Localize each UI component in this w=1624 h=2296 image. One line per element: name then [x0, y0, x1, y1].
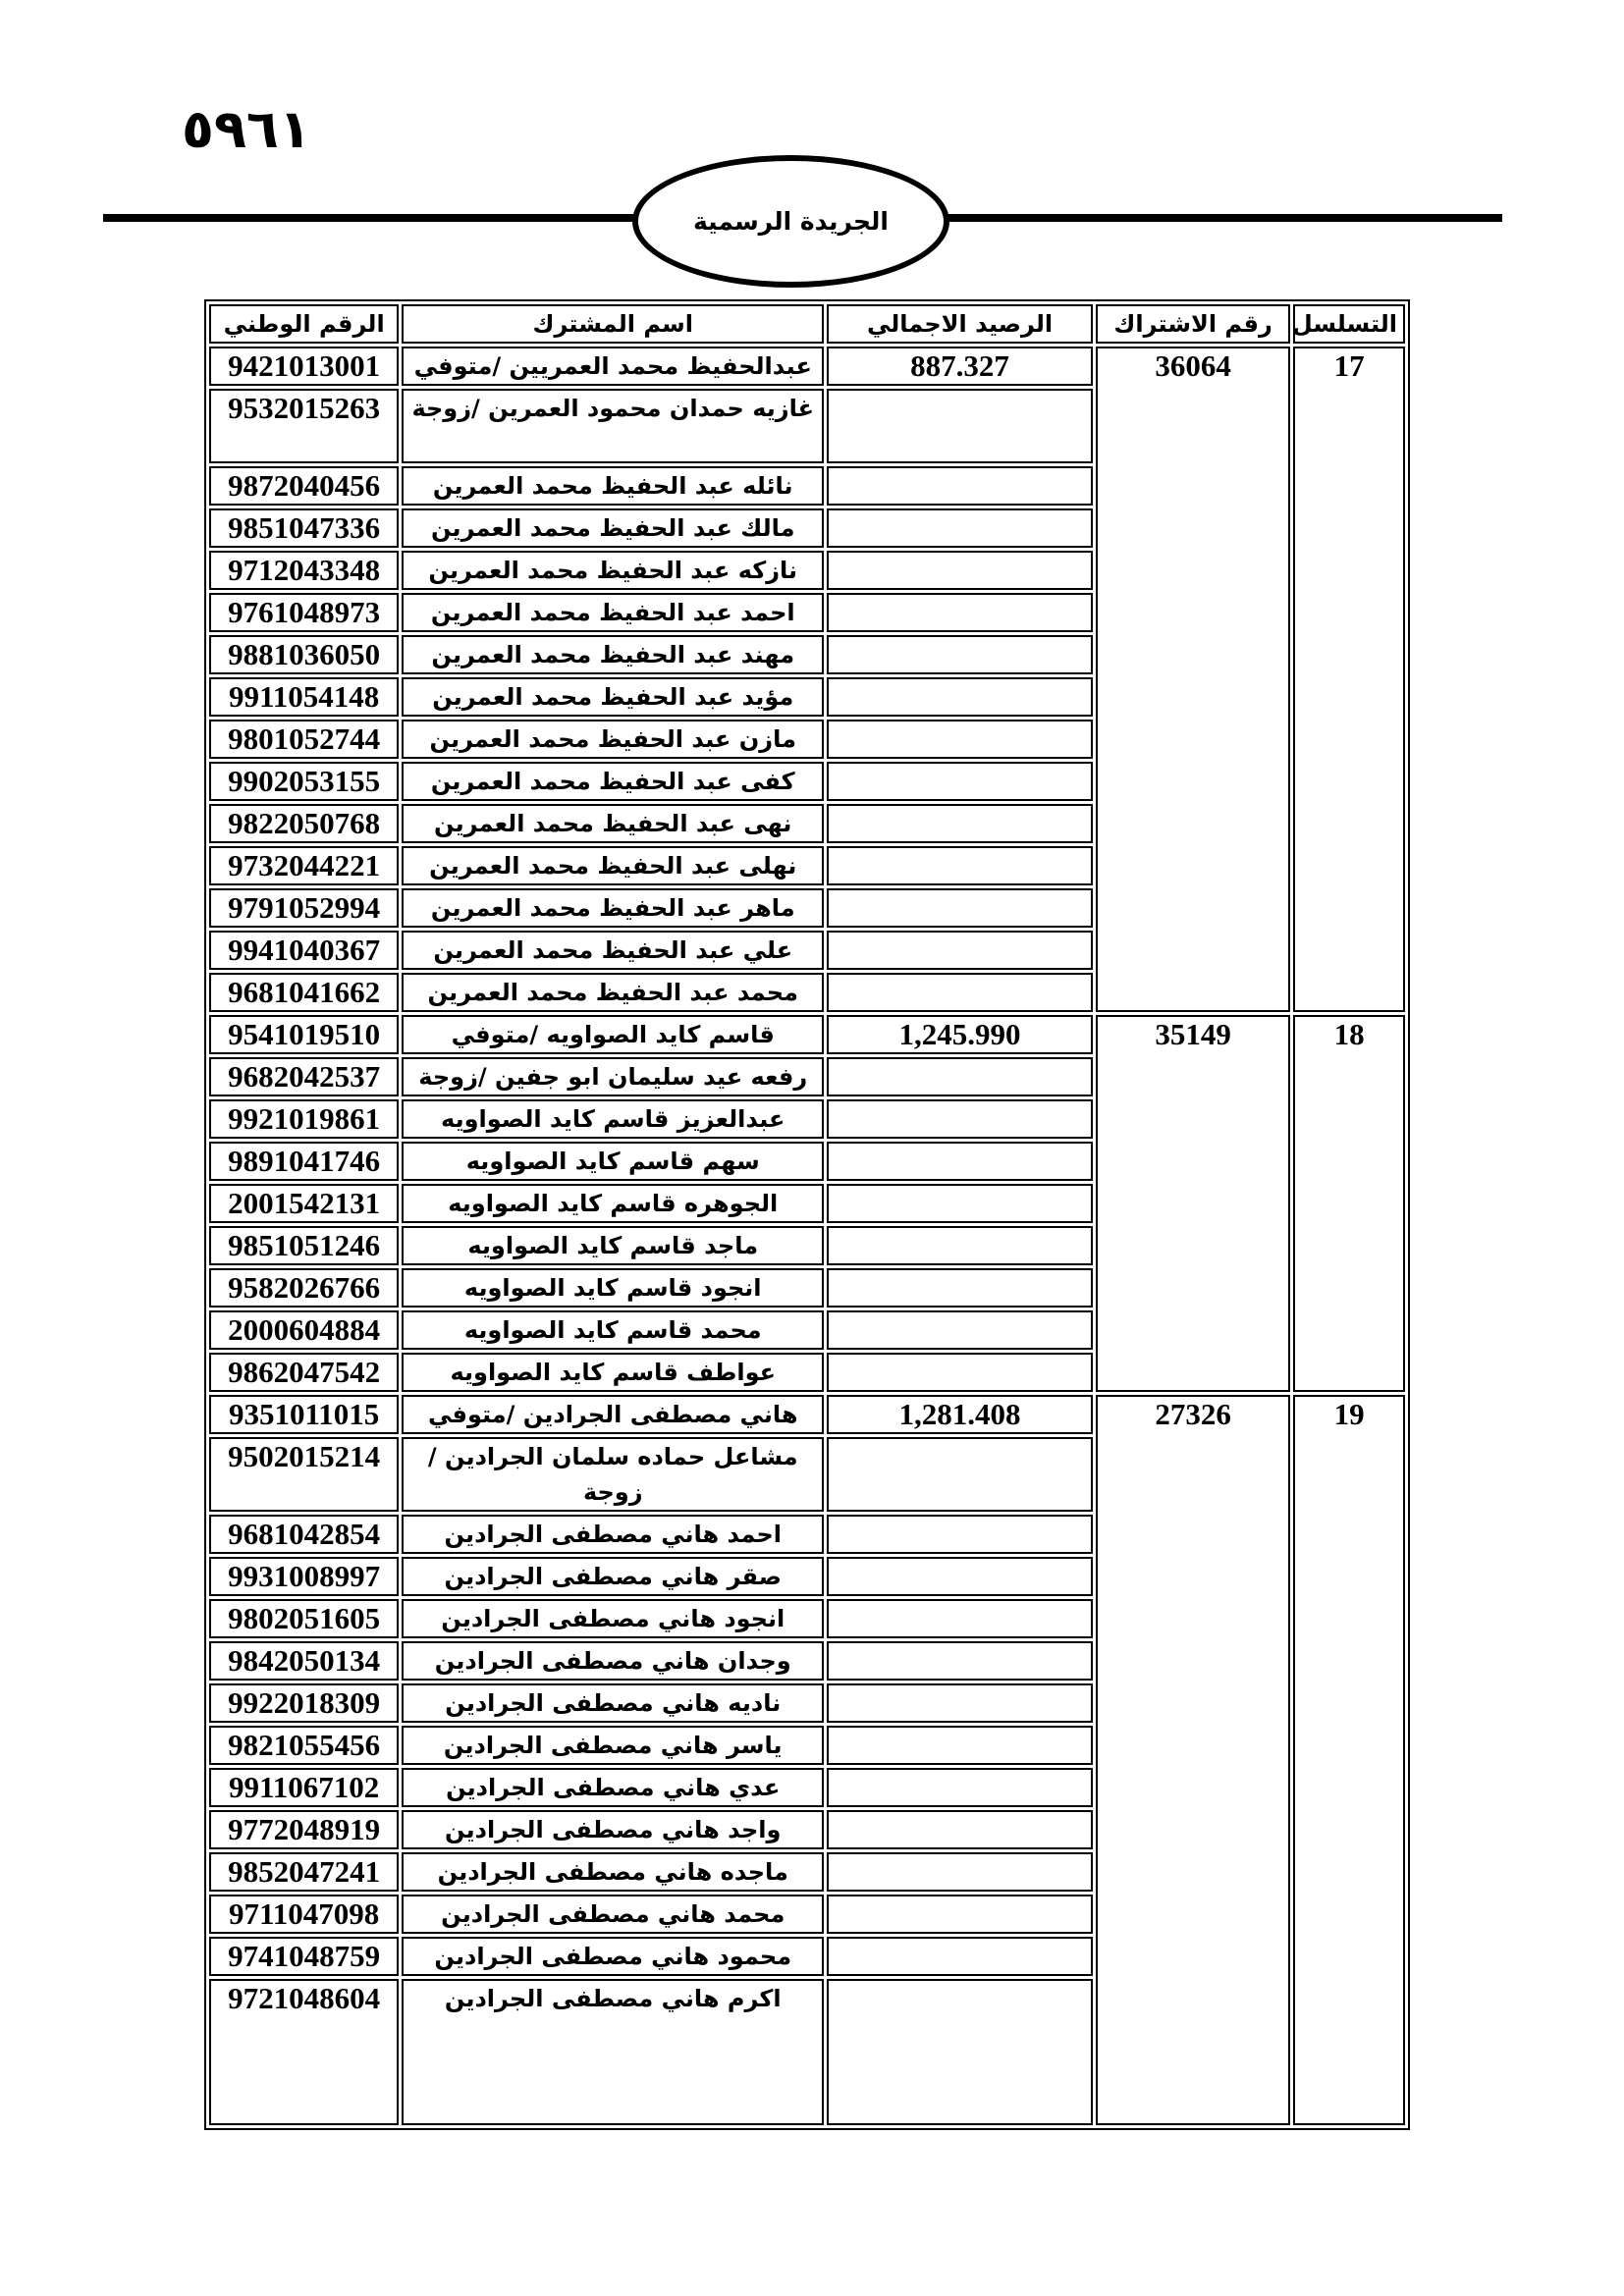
subscriber-name: احمد هاني مصطفى الجرادين	[402, 1515, 824, 1554]
subscriber-name: سهم قاسم كايد الصواويه	[402, 1142, 824, 1181]
balance-cell-empty	[827, 1979, 1093, 2125]
balance-cell-empty	[827, 762, 1093, 801]
balance-cell-empty	[827, 846, 1093, 885]
subscription-cell: 27326	[1096, 1395, 1290, 2125]
table-header-row	[209, 304, 1405, 344]
balance-cell: 1,245.990	[827, 1015, 1093, 1054]
subscriber-name: مالك عبد الحفيظ محمد العمرين	[402, 508, 824, 548]
subscriber-name: علي عبد الحفيظ محمد العمرين	[402, 931, 824, 970]
balance-cell-empty	[827, 1437, 1093, 1512]
national-id: 9791052994	[209, 888, 399, 928]
subscriber-name: ماجده هاني مصطفى الجرادين	[402, 1852, 824, 1892]
subscriber-name: نائله عبد الحفيظ محمد العمرين	[402, 466, 824, 506]
balance-cell-empty	[827, 1768, 1093, 1807]
national-id: 9682042537	[209, 1057, 399, 1096]
national-id: 9911054148	[209, 677, 399, 717]
national-id: 9802051605	[209, 1599, 399, 1638]
subscriber-name: نهلى عبد الحفيظ محمد العمرين	[402, 846, 824, 885]
balance-cell-empty	[827, 1641, 1093, 1681]
subscriber-name: محمود هاني مصطفى الجرادين	[402, 1937, 824, 1976]
subscription-cell: 35149	[1096, 1015, 1290, 1392]
balance-cell-empty	[827, 593, 1093, 632]
subscriber-name: محمد هاني مصطفى الجرادين	[402, 1895, 824, 1934]
national-id: 9851051246	[209, 1226, 399, 1265]
subscriber-name: نهى عبد الحفيظ محمد العمرين	[402, 804, 824, 843]
header-balance: الرصيد الاجمالي	[827, 304, 1093, 344]
balance-cell-empty	[827, 1057, 1093, 1096]
subscriber-name: مهند عبد الحفيظ محمد العمرين	[402, 635, 824, 674]
national-id: 9911067102	[209, 1768, 399, 1807]
subscriber-name: احمد عبد الحفيظ محمد العمرين	[402, 593, 824, 632]
national-id: 2000604884	[209, 1310, 399, 1350]
balance-cell-empty	[827, 720, 1093, 759]
balance-cell-empty	[827, 1852, 1093, 1892]
balance-cell-empty	[827, 1268, 1093, 1308]
national-id: 9852047241	[209, 1852, 399, 1892]
header-name: اسم المشترك	[402, 304, 824, 344]
subscriber-name: الجوهره قاسم كايد الصواويه	[402, 1184, 824, 1223]
national-id: 9541019510	[209, 1015, 399, 1054]
national-id: 9761048973	[209, 593, 399, 632]
balance-cell-empty	[827, 1184, 1093, 1223]
header-national-id: الرقم الوطني	[209, 304, 399, 344]
national-id: 9532015263	[209, 389, 399, 463]
balance-cell-empty	[827, 888, 1093, 928]
subscriber-name: غازيه حمدان محمود العمرين /زوجة	[402, 389, 824, 463]
balance-cell-empty	[827, 1726, 1093, 1765]
subscriber-name: قاسم كايد الصواويه /متوفي	[402, 1015, 824, 1054]
national-id: 9582026766	[209, 1268, 399, 1308]
national-id: 9502015214	[209, 1437, 399, 1512]
national-id: 9681042854	[209, 1515, 399, 1554]
serial-cell: 18	[1293, 1015, 1405, 1392]
balance-cell-empty	[827, 1937, 1093, 1976]
page-number: ٥٩٦١	[182, 98, 311, 160]
national-id: 9891041746	[209, 1142, 399, 1181]
national-id: 9862047542	[209, 1353, 399, 1392]
balance-cell-empty	[827, 1099, 1093, 1139]
national-id: 9842050134	[209, 1641, 399, 1681]
subscriber-name: ياسر هاني مصطفى الجرادين	[402, 1726, 824, 1765]
national-id: 9941040367	[209, 931, 399, 970]
balance-cell-empty	[827, 677, 1093, 717]
subscriber-name: هاني مصطفى الجرادين /متوفي	[402, 1395, 824, 1434]
subscriber-name: عبدالحفيظ محمد العمريين /متوفي	[402, 347, 824, 386]
subscriber-name: مازن عبد الحفيظ محمد العمرين	[402, 720, 824, 759]
national-id: 9921019861	[209, 1099, 399, 1139]
balance-cell-empty	[827, 1810, 1093, 1849]
balance-cell-empty	[827, 804, 1093, 843]
balance-cell-empty	[827, 389, 1093, 463]
serial-cell: 17	[1293, 347, 1405, 1012]
header-subscription: رقم الاشتراك	[1096, 304, 1290, 344]
balance-cell-empty	[827, 635, 1093, 674]
subscriber-name: عبدالعزيز قاسم كايد الصواويه	[402, 1099, 824, 1139]
national-id: 9741048759	[209, 1937, 399, 1976]
balance-cell-empty	[827, 551, 1093, 590]
national-id: 9721048604	[209, 1979, 399, 2125]
balance-cell-empty	[827, 1226, 1093, 1265]
gazette-title: الجريدة الرسمية	[692, 207, 890, 236]
balance-cell-empty	[827, 931, 1093, 970]
subscriber-name: اكرم هاني مصطفى الجرادين	[402, 1979, 824, 2125]
national-id: 9881036050	[209, 635, 399, 674]
subscriber-name: وجدان هاني مصطفى الجرادين	[402, 1641, 824, 1681]
subscriber-name: انجود هاني مصطفى الجرادين	[402, 1599, 824, 1638]
subscribers-table	[204, 299, 1410, 2130]
subscriber-name: رفعه عيد سليمان ابو جفين /زوجة	[402, 1057, 824, 1096]
national-id: 9931008997	[209, 1557, 399, 1596]
balance-cell-empty	[827, 1599, 1093, 1638]
balance-cell-empty	[827, 508, 1093, 548]
gazette-header-oval	[632, 155, 949, 288]
subscriber-name: صقر هاني مصطفى الجرادين	[402, 1557, 824, 1596]
subscriber-name: ناديه هاني مصطفى الجرادين	[402, 1683, 824, 1723]
national-id: 9801052744	[209, 720, 399, 759]
balance-cell-empty	[827, 466, 1093, 506]
subscription-cell: 36064	[1096, 347, 1290, 1012]
subscriber-name: نازكه عبد الحفيظ محمد العمرين	[402, 551, 824, 590]
subscriber-name: عدي هاني مصطفى الجرادين	[402, 1768, 824, 1807]
national-id: 9681041662	[209, 973, 399, 1012]
table-row	[209, 1395, 1405, 1434]
national-id: 9872040456	[209, 466, 399, 506]
balance-cell-empty	[827, 1142, 1093, 1181]
subscriber-name: مؤيد عبد الحفيظ محمد العمرين	[402, 677, 824, 717]
serial-cell: 19	[1293, 1395, 1405, 2125]
balance-cell: 1,281.408	[827, 1395, 1093, 1434]
national-id: 9732044221	[209, 846, 399, 885]
national-id: 9711047098	[209, 1895, 399, 1934]
header-serial: التسلسل	[1293, 304, 1405, 344]
balance-cell-empty	[827, 1895, 1093, 1934]
balance-cell-empty	[827, 1310, 1093, 1350]
balance-cell-empty	[827, 1515, 1093, 1554]
balance-cell-empty	[827, 1683, 1093, 1723]
national-id: 2001542131	[209, 1184, 399, 1223]
subscriber-name: محمد عبد الحفيظ محمد العمرين	[402, 973, 824, 1012]
balance-cell-empty	[827, 1353, 1093, 1392]
national-id: 9821055456	[209, 1726, 399, 1765]
subscriber-name: واجد هاني مصطفى الجرادين	[402, 1810, 824, 1849]
national-id: 9712043348	[209, 551, 399, 590]
subscriber-name: عواطف قاسم كايد الصواويه	[402, 1353, 824, 1392]
national-id: 9851047336	[209, 508, 399, 548]
subscriber-name: مشاعل حماده سلمان الجرادين /زوجة	[402, 1437, 824, 1512]
subscriber-name: انجود قاسم كايد الصواويه	[402, 1268, 824, 1308]
table-row	[209, 1015, 1405, 1054]
balance-cell-empty	[827, 1557, 1093, 1596]
balance-cell: 887.327	[827, 347, 1093, 386]
subscriber-name: محمد قاسم كايد الصواويه	[402, 1310, 824, 1350]
national-id: 9421013001	[209, 347, 399, 386]
subscriber-name: ماهر عبد الحفيظ محمد العمرين	[402, 888, 824, 928]
table-row	[209, 347, 1405, 386]
subscriber-name: ماجد قاسم كايد الصواويه	[402, 1226, 824, 1265]
national-id: 9822050768	[209, 804, 399, 843]
national-id: 9772048919	[209, 1810, 399, 1849]
national-id: 9902053155	[209, 762, 399, 801]
subscriber-name: كفى عبد الحفيظ محمد العمرين	[402, 762, 824, 801]
national-id: 9351011015	[209, 1395, 399, 1434]
balance-cell-empty	[827, 973, 1093, 1012]
national-id: 9922018309	[209, 1683, 399, 1723]
